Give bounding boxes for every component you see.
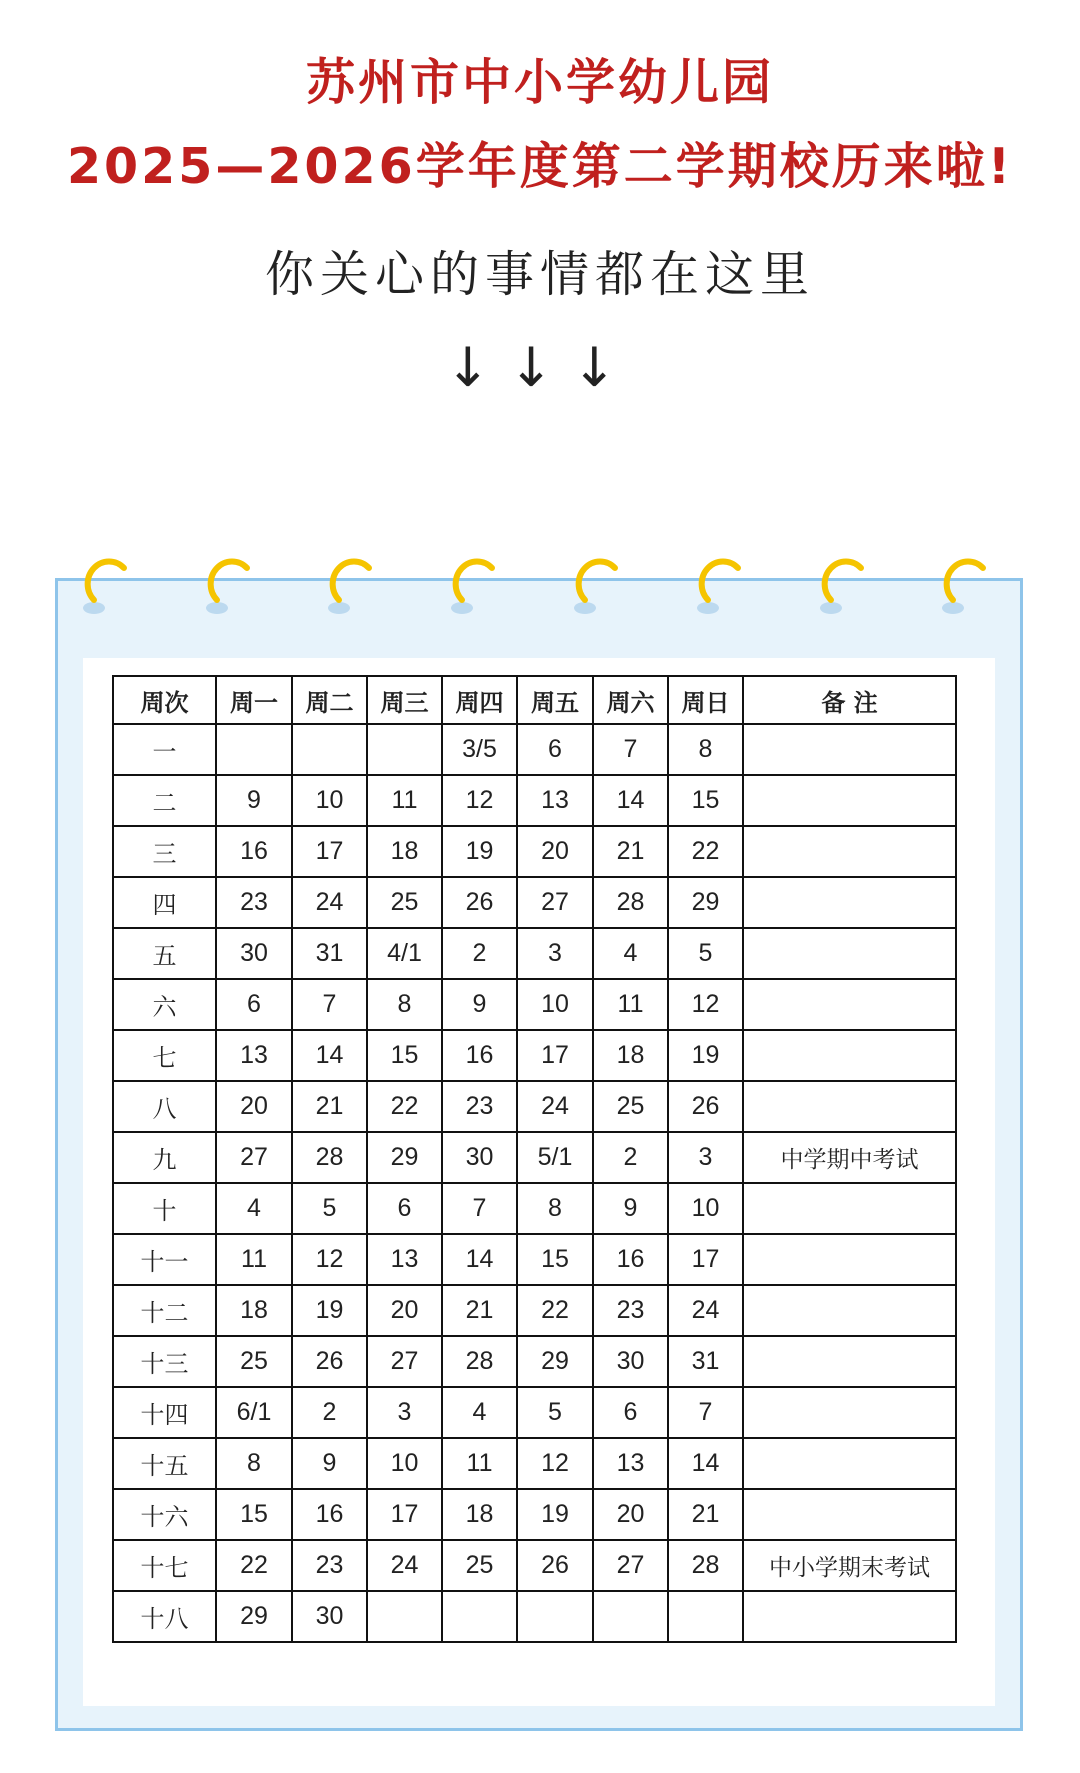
date-cell-sunday: 29 xyxy=(668,877,743,928)
date-cell-thursday: 28 xyxy=(442,1336,517,1387)
title-line-2: 2025—2026学年度第二学期校历来啦! xyxy=(66,138,1014,195)
date-cell-saturday: 25 xyxy=(593,1081,668,1132)
date-cell-saturday: 7 xyxy=(593,724,668,775)
date-cell-thursday: 7 xyxy=(442,1183,517,1234)
date-cell-sunday: 26 xyxy=(668,1081,743,1132)
date-cell-tuesday: 10 xyxy=(292,775,367,826)
note-cell xyxy=(743,1591,956,1642)
date-cell-monday: 16 xyxy=(216,826,292,877)
table-row xyxy=(113,1285,956,1336)
date-cell-saturday: 6 xyxy=(593,1387,668,1438)
note-cell xyxy=(743,928,956,979)
note-cell xyxy=(743,1336,956,1387)
date-cell-wednesday: 8 xyxy=(367,979,442,1030)
header-friday: 周五 xyxy=(517,676,593,724)
date-cell-thursday: 2 xyxy=(442,928,517,979)
week-number-cell: 三 xyxy=(113,826,216,877)
date-cell-tuesday: 24 xyxy=(292,877,367,928)
date-cell-friday xyxy=(517,1591,593,1642)
date-cell-monday: 11 xyxy=(216,1234,292,1285)
date-cell-thursday: 21 xyxy=(442,1285,517,1336)
date-cell-friday: 5/1 xyxy=(517,1132,593,1183)
header-week: 周次 xyxy=(113,676,216,724)
date-cell-thursday: 4 xyxy=(442,1387,517,1438)
table-row xyxy=(113,1540,956,1591)
table-row xyxy=(113,826,956,877)
date-cell-wednesday: 4/1 xyxy=(367,928,442,979)
date-cell-sunday: 22 xyxy=(668,826,743,877)
date-cell-wednesday: 18 xyxy=(367,826,442,877)
date-cell-saturday: 30 xyxy=(593,1336,668,1387)
note-cell xyxy=(743,1387,956,1438)
date-cell-monday: 13 xyxy=(216,1030,292,1081)
date-cell-wednesday: 11 xyxy=(367,775,442,826)
date-cell-tuesday: 12 xyxy=(292,1234,367,1285)
date-cell-sunday: 14 xyxy=(668,1438,743,1489)
date-cell-monday: 15 xyxy=(216,1489,292,1540)
note-cell xyxy=(743,877,956,928)
date-cell-wednesday: 20 xyxy=(367,1285,442,1336)
table-row xyxy=(113,1234,956,1285)
date-cell-sunday: 15 xyxy=(668,775,743,826)
date-cell-wednesday: 29 xyxy=(367,1132,442,1183)
date-cell-tuesday: 30 xyxy=(292,1591,367,1642)
date-cell-wednesday: 13 xyxy=(367,1234,442,1285)
date-cell-thursday: 26 xyxy=(442,877,517,928)
week-number-cell: 五 xyxy=(113,928,216,979)
date-cell-monday: 9 xyxy=(216,775,292,826)
date-cell-wednesday: 27 xyxy=(367,1336,442,1387)
date-cell-wednesday xyxy=(367,1591,442,1642)
date-cell-tuesday: 5 xyxy=(292,1183,367,1234)
week-number-cell: 十五 xyxy=(113,1438,216,1489)
note-cell xyxy=(743,1234,956,1285)
note-cell xyxy=(743,775,956,826)
date-cell-sunday: 5 xyxy=(668,928,743,979)
date-cell-sunday: 28 xyxy=(668,1540,743,1591)
date-cell-monday: 25 xyxy=(216,1336,292,1387)
date-cell-saturday: 23 xyxy=(593,1285,668,1336)
date-cell-saturday xyxy=(593,1591,668,1642)
table-row xyxy=(113,1081,956,1132)
date-cell-wednesday: 15 xyxy=(367,1030,442,1081)
spiral-ring-icon xyxy=(817,546,867,618)
date-cell-friday: 13 xyxy=(517,775,593,826)
table-row xyxy=(113,1438,956,1489)
date-cell-thursday xyxy=(442,1591,517,1642)
date-cell-wednesday xyxy=(367,724,442,775)
date-cell-tuesday xyxy=(292,724,367,775)
date-cell-sunday xyxy=(668,1591,743,1642)
date-cell-thursday: 25 xyxy=(442,1540,517,1591)
date-cell-sunday: 8 xyxy=(668,724,743,775)
spiral-ring-icon xyxy=(939,546,989,618)
date-cell-tuesday: 9 xyxy=(292,1438,367,1489)
table-row xyxy=(113,1489,956,1540)
date-cell-wednesday: 24 xyxy=(367,1540,442,1591)
date-cell-sunday: 24 xyxy=(668,1285,743,1336)
date-cell-tuesday: 21 xyxy=(292,1081,367,1132)
week-number-cell: 十三 xyxy=(113,1336,216,1387)
school-calendar-table xyxy=(112,675,957,1643)
note-cell xyxy=(743,1285,956,1336)
table-row xyxy=(113,775,956,826)
note-cell xyxy=(743,1489,956,1540)
date-cell-tuesday: 14 xyxy=(292,1030,367,1081)
note-cell xyxy=(743,979,956,1030)
date-cell-saturday: 2 xyxy=(593,1132,668,1183)
date-cell-saturday: 27 xyxy=(593,1540,668,1591)
header-wednesday: 周三 xyxy=(367,676,442,724)
date-cell-sunday: 17 xyxy=(668,1234,743,1285)
header-sunday: 周日 xyxy=(668,676,743,724)
table-row xyxy=(113,1030,956,1081)
header-tuesday: 周二 xyxy=(292,676,367,724)
date-cell-saturday: 13 xyxy=(593,1438,668,1489)
spiral-ring-icon xyxy=(203,546,253,618)
week-number-cell: 九 xyxy=(113,1132,216,1183)
week-number-cell: 十八 xyxy=(113,1591,216,1642)
date-cell-saturday: 4 xyxy=(593,928,668,979)
week-number-cell: 七 xyxy=(113,1030,216,1081)
date-cell-friday: 26 xyxy=(517,1540,593,1591)
date-cell-sunday: 7 xyxy=(668,1387,743,1438)
date-cell-monday: 6/1 xyxy=(216,1387,292,1438)
date-cell-monday xyxy=(216,724,292,775)
spiral-ring-icon xyxy=(325,546,375,618)
date-cell-friday: 17 xyxy=(517,1030,593,1081)
date-cell-saturday: 18 xyxy=(593,1030,668,1081)
note-cell xyxy=(743,1438,956,1489)
date-cell-friday: 15 xyxy=(517,1234,593,1285)
date-cell-thursday: 18 xyxy=(442,1489,517,1540)
date-cell-wednesday: 25 xyxy=(367,877,442,928)
date-cell-wednesday: 10 xyxy=(367,1438,442,1489)
date-cell-monday: 20 xyxy=(216,1081,292,1132)
table-row xyxy=(113,979,956,1030)
week-number-cell: 十 xyxy=(113,1183,216,1234)
table-row xyxy=(113,1591,956,1642)
title-line-1: 苏州市中小学幼儿园 xyxy=(305,54,774,111)
table-row xyxy=(113,1387,956,1438)
week-number-cell: 十六 xyxy=(113,1489,216,1540)
subtitle: 你关心的事情都在这里 xyxy=(264,246,815,303)
date-cell-monday: 23 xyxy=(216,877,292,928)
date-cell-thursday: 14 xyxy=(442,1234,517,1285)
date-cell-monday: 27 xyxy=(216,1132,292,1183)
date-cell-friday: 24 xyxy=(517,1081,593,1132)
date-cell-wednesday: 17 xyxy=(367,1489,442,1540)
table-row xyxy=(113,1132,956,1183)
date-cell-friday: 5 xyxy=(517,1387,593,1438)
spiral-ring-icon xyxy=(448,546,498,618)
date-cell-sunday: 19 xyxy=(668,1030,743,1081)
header-thursday: 周四 xyxy=(442,676,517,724)
date-cell-tuesday: 19 xyxy=(292,1285,367,1336)
note-cell xyxy=(743,826,956,877)
date-cell-wednesday: 22 xyxy=(367,1081,442,1132)
date-cell-tuesday: 2 xyxy=(292,1387,367,1438)
date-cell-tuesday: 23 xyxy=(292,1540,367,1591)
date-cell-wednesday: 6 xyxy=(367,1183,442,1234)
date-cell-thursday: 23 xyxy=(442,1081,517,1132)
week-number-cell: 十四 xyxy=(113,1387,216,1438)
date-cell-friday: 19 xyxy=(517,1489,593,1540)
date-cell-sunday: 21 xyxy=(668,1489,743,1540)
date-cell-sunday: 3 xyxy=(668,1132,743,1183)
date-cell-monday: 4 xyxy=(216,1183,292,1234)
date-cell-friday: 6 xyxy=(517,724,593,775)
spiral-ring-icon xyxy=(694,546,744,618)
table-row xyxy=(113,724,956,775)
date-cell-thursday: 19 xyxy=(442,826,517,877)
date-cell-friday: 29 xyxy=(517,1336,593,1387)
week-number-cell: 四 xyxy=(113,877,216,928)
date-cell-sunday: 12 xyxy=(668,979,743,1030)
table-row xyxy=(113,877,956,928)
week-number-cell: 十二 xyxy=(113,1285,216,1336)
date-cell-thursday: 16 xyxy=(442,1030,517,1081)
table-row xyxy=(113,1336,956,1387)
week-number-cell: 八 xyxy=(113,1081,216,1132)
date-cell-tuesday: 31 xyxy=(292,928,367,979)
table-row xyxy=(113,928,956,979)
note-cell xyxy=(743,1081,956,1132)
date-cell-saturday: 9 xyxy=(593,1183,668,1234)
note-cell xyxy=(743,1030,956,1081)
week-number-cell: 二 xyxy=(113,775,216,826)
date-cell-saturday: 28 xyxy=(593,877,668,928)
week-number-cell: 六 xyxy=(113,979,216,1030)
date-cell-saturday: 21 xyxy=(593,826,668,877)
date-cell-friday: 20 xyxy=(517,826,593,877)
header-saturday: 周六 xyxy=(593,676,668,724)
date-cell-tuesday: 28 xyxy=(292,1132,367,1183)
date-cell-monday: 29 xyxy=(216,1591,292,1642)
date-cell-monday: 18 xyxy=(216,1285,292,1336)
table-header-row xyxy=(113,676,956,724)
spiral-ring-icon xyxy=(571,546,621,618)
date-cell-thursday: 11 xyxy=(442,1438,517,1489)
date-cell-sunday: 31 xyxy=(668,1336,743,1387)
date-cell-monday: 6 xyxy=(216,979,292,1030)
date-cell-tuesday: 7 xyxy=(292,979,367,1030)
date-cell-friday: 22 xyxy=(517,1285,593,1336)
date-cell-saturday: 14 xyxy=(593,775,668,826)
week-number-cell: 一 xyxy=(113,724,216,775)
note-cell: 中小学期末考试 xyxy=(743,1540,956,1591)
note-cell xyxy=(743,724,956,775)
date-cell-monday: 22 xyxy=(216,1540,292,1591)
header-monday: 周一 xyxy=(216,676,292,724)
date-cell-saturday: 16 xyxy=(593,1234,668,1285)
date-cell-friday: 10 xyxy=(517,979,593,1030)
date-cell-saturday: 20 xyxy=(593,1489,668,1540)
date-cell-tuesday: 26 xyxy=(292,1336,367,1387)
note-cell: 中学期中考试 xyxy=(743,1132,956,1183)
date-cell-wednesday: 3 xyxy=(367,1387,442,1438)
date-cell-thursday: 9 xyxy=(442,979,517,1030)
down-arrows-icon: ↓↓↓ xyxy=(445,336,635,399)
header-notes: 备 注 xyxy=(743,676,956,724)
date-cell-sunday: 10 xyxy=(668,1183,743,1234)
date-cell-tuesday: 17 xyxy=(292,826,367,877)
date-cell-tuesday: 16 xyxy=(292,1489,367,1540)
date-cell-thursday: 12 xyxy=(442,775,517,826)
date-cell-friday: 27 xyxy=(517,877,593,928)
date-cell-friday: 12 xyxy=(517,1438,593,1489)
week-number-cell: 十七 xyxy=(113,1540,216,1591)
date-cell-friday: 8 xyxy=(517,1183,593,1234)
date-cell-thursday: 30 xyxy=(442,1132,517,1183)
note-cell xyxy=(743,1183,956,1234)
date-cell-saturday: 11 xyxy=(593,979,668,1030)
table-row xyxy=(113,1183,956,1234)
date-cell-monday: 30 xyxy=(216,928,292,979)
week-number-cell: 十一 xyxy=(113,1234,216,1285)
date-cell-monday: 8 xyxy=(216,1438,292,1489)
date-cell-thursday: 3/5 xyxy=(442,724,517,775)
spiral-ring-icon xyxy=(80,546,130,618)
date-cell-friday: 3 xyxy=(517,928,593,979)
